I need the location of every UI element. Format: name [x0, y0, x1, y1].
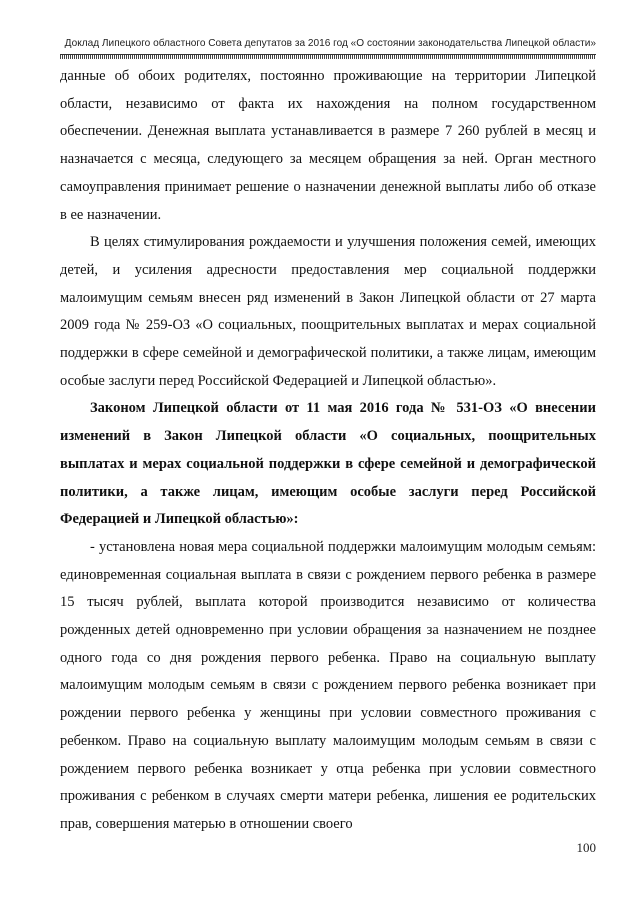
body-text [60, 63, 596, 839]
paragraph-law-changes: В целях стимулирования рождаемости и улучшения положения семей, имеющих детей, и усиления адресности предоставления мер социальной поддержки малоимущим семьям внесен ряд изменений в Закон Липецкой области от 27 марта 2009 года № 259-ОЗ «О социальных, поощрительных выплатах и мерах социальной поддержки в сфере семейной и демографической политики, а также лицам, имеющим особые заслуги перед Российской Федерацией и Липецкой областью». [60, 234, 596, 389]
paragraph-new-measure: - установлена новая мера социальной поддержки малоимущим молодым семьям: единовременная социальная выплата в связи с рождением первого ребенка в размере 15 тысяч рублей, выплата которой производится независимо от количества рожденных детей одновременно при условии обращения за назначением не позднее одного года со дня рождения первого ребенка. Право на социальную выплату малоимущим молодым семьям в связи с рождением первого ребенка возникает при рождении первого ребенка у женщины при условии совместного проживания с ребенком. Право на социальную выплату малоимущим молодым семьям в связи с рождением первого ребенка возникает у отца ребенка при условии совместного проживания с ребенком в случаях смерти матери ребенка, лишения ее родительских прав, совершения матерью в отношении своего [60, 538, 596, 832]
header-divider [60, 54, 596, 59]
paragraph-continuation: данные об обоих родителях, постоянно проживающие на территории Липецкой области, независимо от факта их нахождения на полном государственном обеспечении. Денежная выплата устанавливается в размере 7 260 рублей в месяц и назначается с месяца, следующего за месяцем обращения за ней. Орган местного самоуправления принимает решение о назначении денежной выплаты либо об отказе в ее назначении. [60, 68, 596, 223]
page-number: 100 [576, 840, 596, 855]
running-header: Доклад Липецкого областного Совета депутатов за 2016 год «О состоянии законодательства Липецкой области» [64, 38, 596, 49]
paragraph-law-531-heading: Законом Липецкой области от 11 мая 2016 года № 531-ОЗ «О внесении изменений в Закон Липецкой области «О социальных, поощрительных выплатах и мерах социальной поддержки в сфере семейной и демографической политики, а также лицам, имеющим особые заслуги перед Российской Федерацией и Липецкой областью»: [60, 400, 596, 528]
